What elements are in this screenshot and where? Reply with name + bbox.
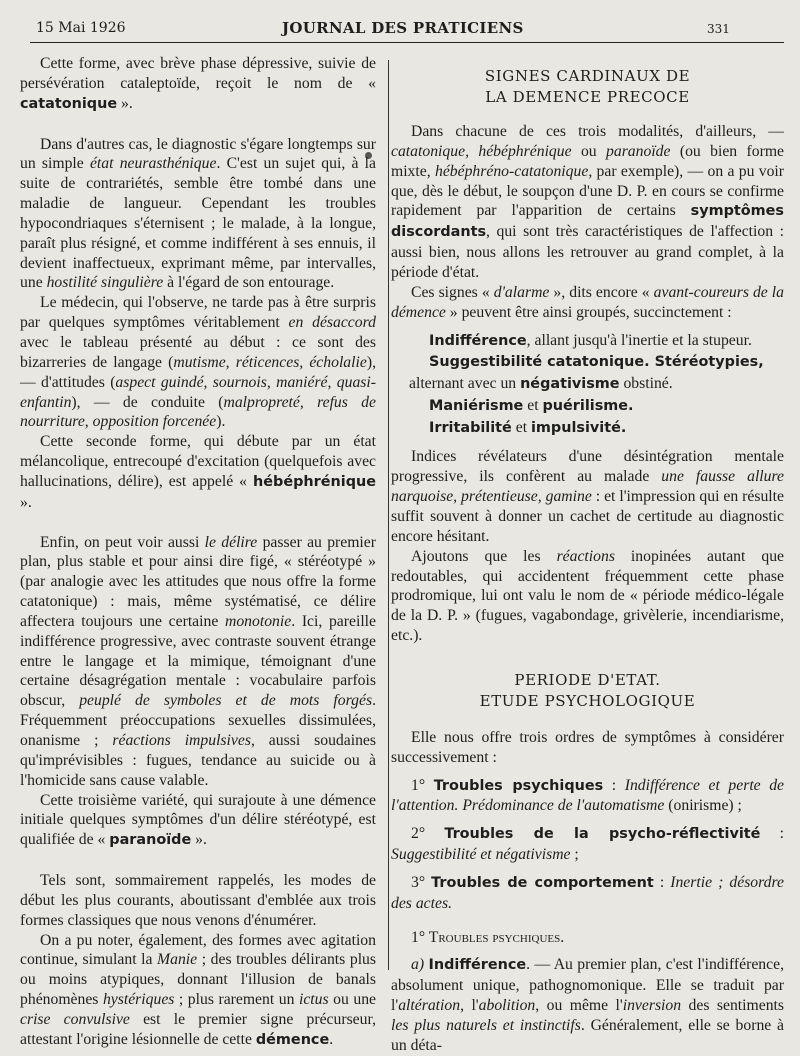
paragraph-paranoide: Cette troisième variété, qui surajoute à une démence initiale quelques symptômes d'un délire stéréotypé, est qualifiée de « paranoïde ». <box>20 791 376 849</box>
header-date: 15 Mai 1926 <box>36 20 126 36</box>
paragraph-indices: Indices révélateurs d'une désintégration mentale progressive, ils confèrent au malade une fausse allure narquoise, prétentieuse, gamine : et l'impression qui en résulte suffit souvent à donner un cachet de certitude au diagnostic encore hésitant. <box>391 448 784 545</box>
symptom-irritabilite: Irritabilité et impulsivité. <box>429 419 627 437</box>
paragraph-modalites: Dans chacune de ces trois modalités, d'ailleurs, — catatonique, hébéphrénique ou paranoïde (ou bien forme mixte, hébéphréno-catatonique, par exemple), — on a pu voir que, dès le début, le soupçon d'une D. P. en cours se confirme rapidement par l'apparition de certains symptômes discordants, qui sont très caractéristiques de l'affection : aussi bien, nous allons les retrouver au grand complet, à la période d'état. <box>391 123 785 281</box>
paragraph-neurasthenie: Dans d'autres cas, le diagnostic s'égare longtemps sur un simple état neurasthénique. C'est un sujet qui, à la suite de contrariétés, semble être tombé dans une maladie de langueur. Cependant les troubles hypocondriaques s'éternisent ; le malade, à la longue, paraît plus résigné, et comme indifférent à ses ennuis, il devient inaffectueux, exprimant même, par intervalles, une hostilité singulière à l'égard de son entourage. <box>20 135 376 292</box>
paragraph-resume: Tels sont, sommairement rappelés, les modes de début les plus courants, aboutissant d'emblée aux trois formes classiques que nous venons d'énumérer. <box>20 872 376 929</box>
left-column <box>20 54 376 1051</box>
paragraph-indifference: a) Indifférence. — Au premier plan, c'est l'indifférence, absolument unique, pathognomonique. Elle se traduit par l'altération, l'abolition, ou même l'inversion des sentiments les plus naturels et instinctifs. Généralement, elle se borne à un déta- <box>391 956 785 1054</box>
paragraph-autres-formes: On a pu noter, également, des formes avec agitation continue, simulant la Manie ; des troubles délirants plus ou moins atypiques, donnant l'illusion de banals phénomènes hystériques ; plus rarement un ictus ou une crise convulsive est le premier signe précurseur, attestant l'origine lésionnelle de cette démence. <box>20 931 377 1048</box>
order-comportement: 3° Troubles de comportement : Inertie ; désordre des actes. <box>391 873 784 912</box>
section-heading-signes: SIGNES CARDINAUX DE LA DEMENCE PRECOCE <box>484 67 691 106</box>
paragraph-symptomes: Le médecin, qui l'observe, ne tarde pas à être surpris par quelques symptômes véritablement en désaccord avec le tableau présenté au début : ce sont des bizarreries de langage (mutisme, réticences, écholalie), — d'attitudes (aspect guindé, sournois, maniéré, quasi-enfantin), — de conduite (malpropreté, refus de nourriture, opposition forcenée). <box>20 294 376 431</box>
paragraph-reactions: Ajoutons que les réactions inopinées autant que redoutables, qui accidentent fréquemment cette phase prodromique, lui ont valu le nom de « période médico-légale de la D. P. » (fugues, vagabondage, grivèlerie, incendiarisme, etc.). <box>391 547 785 645</box>
order-troubles-psychiques: 1° Troubles psychiques : Indifférence et perte de l'attention. Prédominance de l'automatisme (onirisme) ; <box>391 776 785 815</box>
paragraph-hebephrenique: Cette seconde forme, qui débute par un état mélancolique, entrecoupé d'excitation (quelquefois avec hallucinations, délire), est appelé « hébéphrénique ». <box>20 433 376 511</box>
symptom-manierisme: Maniérisme et puérilisme. <box>429 397 634 415</box>
order-psycho-reflectivite: 2° Troubles de la psycho-réflectivité : Suggestibilité et négativisme ; <box>391 825 785 864</box>
header-rule <box>30 42 784 43</box>
paragraph-catatonique: Cette forme, avec brève phase dépressive, suivie de persévération cataleptoïde, reçoit le nom de « catatonique ». <box>20 55 376 112</box>
paragraph-signes-alarme: Ces signes « d'alarme », dits encore « avant-coureurs de la démence » peuvent être ainsi groupés, succinctement : <box>391 283 785 321</box>
page-number: 331 <box>707 22 730 36</box>
paragraph-delire: Enfin, on peut voir aussi le délire passer au premier plan, plus stable et pour ainsi dire figé, « stéréotypé » (par analogie avec les attitudes que nous offre la forme catatonique) : mais, même systématisé, ce délire affectera toujours une certaine monotonie. Ici, pareille indifférence progressive, avec contraste souvent étrange entre le langage et la mimique, témoignant d'une certaine désagrégation mentale : vocabulaire parfois obscur, peuplé de symboles et de mots forgés. Fréquemment préoccupations sexuelles dissimulées, onanisme ; réactions impulsives, aussi soudaines qu'imprévisibles : fugues, tendance au suicide ou à l'homicide sans cause valable. <box>20 533 376 789</box>
paragraph-trois-ordres: Elle nous offre trois ordres de symptômes à considérer successivement : <box>391 728 784 766</box>
column-divider <box>388 60 389 970</box>
running-header <box>0 0 800 44</box>
journal-title: JOURNAL DES PRATICIENS <box>282 19 524 37</box>
right-column <box>391 66 784 1056</box>
subsection-title: 1° Troubles psychiques. <box>411 928 565 946</box>
section-heading-periode: PERIODE D'ETAT. ETUDE PSYCHOLOGIQUE <box>479 670 696 710</box>
symptom-indifference: Indifférence, allant jusqu'à l'inertie et la stupeur. <box>429 332 752 350</box>
symptom-suggestibilite: Suggestibilité catatonique. Stéréotypies, alternant avec un négativisme obstiné. <box>409 354 764 393</box>
